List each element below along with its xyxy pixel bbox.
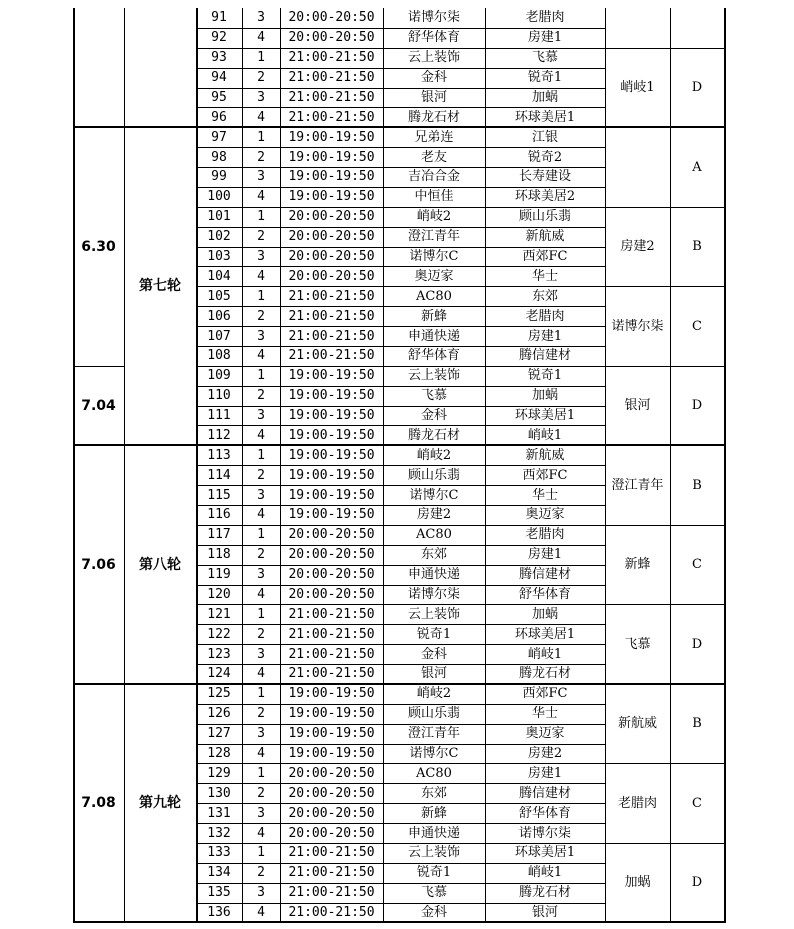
match-number: 122 — [207, 626, 231, 642]
duty-team: 老腊肉 — [617, 795, 657, 811]
match-time: 21:00-21:50 — [288, 865, 375, 881]
away-team: 腾信建材 — [518, 785, 571, 801]
home-team: 舒华体育 — [407, 348, 460, 364]
match-time: 21:00-21:50 — [288, 50, 375, 66]
group-label: D — [691, 398, 703, 414]
court-number: 2 — [257, 547, 265, 563]
group-label: C — [692, 318, 702, 334]
match-number: 105 — [207, 288, 231, 304]
match-time: 19:00-19:50 — [288, 368, 375, 384]
duty-team: 房建2 — [620, 239, 655, 255]
match-number: 101 — [207, 209, 231, 225]
away-team: 西郊FC — [522, 686, 568, 702]
court-number: 4 — [257, 30, 265, 46]
match-time: 20:00-20:50 — [288, 527, 375, 543]
match-time: 21:00-21:50 — [288, 905, 375, 921]
away-team: 长寿建设 — [518, 169, 571, 185]
match-time: 19:00-19:50 — [288, 467, 375, 483]
match-time: 19:00-19:50 — [288, 149, 375, 165]
match-number: 118 — [207, 547, 231, 563]
away-team: 加蜗 — [531, 388, 558, 404]
match-time: 19:00-19:50 — [288, 189, 375, 205]
home-team: 澄江青年 — [407, 726, 460, 742]
away-team: 江银 — [531, 129, 558, 145]
home-team: 峭岐2 — [416, 447, 452, 463]
match-number: 124 — [207, 666, 231, 682]
match-number: 132 — [207, 825, 231, 841]
group-label: B — [692, 716, 702, 732]
court-number: 4 — [257, 905, 265, 921]
match-number: 99 — [211, 169, 227, 185]
court-number: 4 — [257, 507, 265, 523]
home-team: 吉冶合金 — [407, 169, 460, 185]
match-number: 131 — [207, 805, 231, 821]
match-number: 110 — [207, 388, 231, 404]
match-number: 128 — [207, 745, 231, 761]
match-time: 21:00-21:50 — [288, 288, 375, 304]
home-team: 金科 — [420, 646, 447, 662]
away-team: 顾山乐翡 — [518, 209, 571, 225]
court-number: 3 — [257, 487, 265, 503]
match-number: 115 — [207, 487, 231, 503]
court-number: 2 — [257, 388, 265, 404]
court-number: 4 — [257, 427, 265, 443]
home-team: 新蜂 — [420, 308, 447, 324]
away-team: 诺博尔柒 — [518, 825, 571, 841]
home-team: 诺博尔C — [409, 487, 459, 503]
match-number: 113 — [207, 447, 231, 463]
match-number: 109 — [207, 368, 231, 384]
home-team: 云上装饰 — [407, 606, 460, 622]
duty-team: 银河 — [624, 398, 651, 414]
group-label: C — [692, 557, 702, 573]
match-number: 93 — [211, 50, 227, 66]
round-label — [124, 8, 196, 127]
away-team: 华士 — [531, 487, 558, 503]
match-number: 116 — [207, 507, 231, 523]
home-team: AC80 — [416, 765, 452, 781]
away-team: 环球美居1 — [514, 626, 576, 642]
away-team: 环球美居1 — [514, 109, 576, 125]
match-time: 19:00-19:50 — [288, 507, 375, 523]
match-number: 123 — [207, 646, 231, 662]
match-number: 126 — [207, 706, 231, 722]
away-team: 锐奇2 — [527, 149, 563, 165]
match-time: 20:00-20:50 — [288, 567, 375, 583]
home-team: 飞慕 — [420, 388, 447, 404]
match-time: 20:00-20:50 — [288, 547, 375, 563]
match-number: 119 — [207, 567, 231, 583]
match-number: 106 — [207, 308, 231, 324]
away-team: 新航威 — [525, 229, 565, 245]
home-team: 云上装饰 — [407, 50, 460, 66]
match-number: 117 — [207, 527, 231, 543]
match-time: 20:00-20:50 — [288, 825, 375, 841]
match-number: 108 — [207, 348, 231, 364]
court-number: 2 — [257, 70, 265, 86]
group-label: A — [692, 159, 702, 175]
home-team: 舒华体育 — [407, 30, 460, 46]
match-number: 95 — [211, 89, 227, 105]
court-number: 1 — [257, 447, 265, 463]
match-number: 98 — [211, 149, 227, 165]
group-label: D — [691, 636, 703, 652]
match-number: 91 — [211, 10, 227, 26]
match-time: 19:00-19:50 — [288, 487, 375, 503]
group-label: B — [692, 239, 702, 255]
match-time: 21:00-21:50 — [288, 666, 375, 682]
match-number: 111 — [207, 408, 231, 424]
court-number: 2 — [257, 785, 265, 801]
match-time: 19:00-19:50 — [288, 686, 375, 702]
court-number: 2 — [257, 865, 265, 881]
home-team: 峭岐2 — [416, 209, 452, 225]
court-number: 4 — [257, 586, 265, 602]
home-team: 顾山乐翡 — [407, 467, 460, 483]
match-time: 21:00-21:50 — [288, 328, 375, 344]
home-team: 腾龙石材 — [407, 427, 460, 443]
match-time: 21:00-21:50 — [288, 89, 375, 105]
court-number: 3 — [257, 567, 265, 583]
home-team: 金科 — [420, 408, 447, 424]
match-time: 21:00-21:50 — [288, 70, 375, 86]
court-number: 3 — [257, 10, 265, 26]
away-team: 锐奇1 — [527, 368, 563, 384]
duty-team: 加蜗 — [624, 875, 651, 891]
home-team: 东郊 — [420, 547, 447, 563]
away-team: 奥迈家 — [525, 507, 565, 523]
away-team: 老腊肉 — [525, 527, 565, 543]
away-team: 华士 — [531, 706, 558, 722]
home-team: 诺博尔柒 — [407, 10, 460, 26]
match-time: 20:00-20:50 — [288, 268, 375, 284]
duty-team — [605, 127, 670, 207]
away-team: 奥迈家 — [525, 726, 565, 742]
match-time: 19:00-19:50 — [288, 726, 375, 742]
match-time: 21:00-21:50 — [288, 646, 375, 662]
match-number: 100 — [207, 189, 231, 205]
match-number: 133 — [207, 845, 231, 861]
home-team: 东郊 — [420, 785, 447, 801]
away-team: 东郊 — [531, 288, 558, 304]
match-time: 19:00-19:50 — [288, 706, 375, 722]
home-team: 金科 — [420, 70, 447, 86]
away-team: 新航威 — [525, 447, 565, 463]
duty-team: 新航威 — [617, 716, 657, 732]
match-number: 127 — [207, 726, 231, 742]
match-number: 96 — [211, 109, 227, 125]
court-number: 1 — [257, 209, 265, 225]
away-team: 腾龙石材 — [518, 885, 571, 901]
duty-team: 峭岐1 — [620, 80, 655, 95]
court-number: 1 — [257, 129, 265, 145]
match-time: 19:00-19:50 — [288, 745, 375, 761]
home-team: 兄弟连 — [414, 129, 454, 145]
court-number: 4 — [257, 666, 265, 682]
match-time: 21:00-21:50 — [288, 845, 375, 861]
court-number: 2 — [257, 706, 265, 722]
home-team: 诺博尔C — [409, 745, 459, 761]
away-team: 峭岐1 — [527, 427, 563, 443]
duty-team — [605, 8, 670, 48]
away-team: 腾信建材 — [518, 567, 571, 583]
round-label: 第七轮 — [139, 278, 181, 295]
home-team: 老友 — [420, 149, 447, 165]
match-number: 125 — [207, 686, 231, 702]
match-time: 19:00-19:50 — [288, 447, 375, 463]
home-team: 锐奇1 — [416, 865, 452, 881]
match-number: 121 — [207, 606, 231, 622]
match-date — [73, 8, 124, 127]
match-number: 129 — [207, 765, 231, 781]
away-team: 环球美居1 — [514, 408, 576, 424]
match-time: 21:00-21:50 — [288, 308, 375, 324]
home-team: 申通快递 — [407, 328, 460, 344]
away-team: 房建2 — [527, 745, 563, 761]
court-number: 1 — [257, 50, 265, 66]
court-number: 4 — [257, 348, 265, 364]
match-number: 120 — [207, 586, 231, 602]
duty-team: 飞慕 — [624, 636, 651, 652]
match-time: 19:00-19:50 — [288, 169, 375, 185]
court-number: 2 — [257, 467, 265, 483]
match-number: 102 — [207, 229, 231, 245]
match-time: 21:00-21:50 — [288, 606, 375, 622]
group-label: D — [691, 875, 703, 891]
home-team: 申通快递 — [407, 567, 460, 583]
away-team: 房建1 — [527, 765, 563, 781]
home-team: 金科 — [420, 905, 447, 921]
court-number: 4 — [257, 268, 265, 284]
home-team: 云上装饰 — [407, 845, 460, 861]
match-number: 130 — [207, 785, 231, 801]
court-number: 1 — [257, 288, 265, 304]
match-time: 21:00-21:50 — [288, 109, 375, 125]
court-number: 3 — [257, 169, 265, 185]
duty-team: 澄江青年 — [611, 477, 664, 493]
away-team: 银河 — [531, 905, 558, 921]
court-number: 2 — [257, 229, 265, 245]
match-date: 6.30 — [81, 238, 116, 255]
away-team: 峭岐1 — [527, 865, 563, 881]
home-team: 银河 — [420, 89, 447, 105]
court-number: 1 — [257, 527, 265, 543]
home-team: 房建2 — [416, 507, 452, 523]
home-team: 云上装饰 — [407, 368, 460, 384]
group-label: D — [691, 80, 703, 95]
match-number: 136 — [207, 905, 231, 921]
column-divider — [724, 8, 726, 922]
match-time: 21:00-21:50 — [288, 885, 375, 901]
home-team: 申通快递 — [407, 825, 460, 841]
home-team: AC80 — [416, 288, 452, 304]
home-team: AC80 — [416, 527, 452, 543]
court-number: 3 — [257, 248, 265, 264]
away-team: 舒华体育 — [518, 586, 571, 602]
home-team: 新蜂 — [420, 805, 447, 821]
match-date: 7.04 — [81, 397, 116, 414]
court-number: 1 — [257, 686, 265, 702]
group-label: B — [692, 477, 702, 493]
away-team: 老腊肉 — [525, 10, 565, 26]
match-time: 21:00-21:50 — [288, 348, 375, 364]
match-number: 112 — [207, 427, 231, 443]
home-team: 腾龙石材 — [407, 109, 460, 125]
home-team: 峭岐2 — [416, 686, 452, 702]
match-number: 114 — [207, 467, 231, 483]
court-number: 1 — [257, 606, 265, 622]
match-time: 20:00-20:50 — [288, 805, 375, 821]
match-time: 20:00-20:50 — [288, 229, 375, 245]
home-team: 中恒佳 — [414, 189, 454, 205]
match-time: 19:00-19:50 — [288, 408, 375, 424]
court-number: 1 — [257, 845, 265, 861]
home-team: 锐奇1 — [416, 626, 452, 642]
match-number: 135 — [207, 885, 231, 901]
match-time: 21:00-21:50 — [288, 626, 375, 642]
duty-team: 新蜂 — [624, 557, 651, 573]
match-number: 134 — [207, 865, 231, 881]
match-time: 20:00-20:50 — [288, 765, 375, 781]
away-team: 房建1 — [527, 547, 563, 563]
court-number: 3 — [257, 805, 265, 821]
court-number: 2 — [257, 149, 265, 165]
court-number: 4 — [257, 745, 265, 761]
match-time: 20:00-20:50 — [288, 10, 375, 26]
home-team: 顾山乐翡 — [407, 706, 460, 722]
court-number: 3 — [257, 89, 265, 105]
away-team: 加蜗 — [531, 89, 558, 105]
round-label: 第八轮 — [139, 556, 181, 573]
home-team: 诺博尔柒 — [407, 586, 460, 602]
match-time: 20:00-20:50 — [288, 30, 375, 46]
away-team: 锐奇1 — [527, 70, 563, 86]
court-number: 3 — [257, 408, 265, 424]
away-team: 房建1 — [527, 328, 563, 344]
match-number: 103 — [207, 248, 231, 264]
round-label: 第九轮 — [139, 795, 181, 812]
away-team: 西郊FC — [522, 248, 568, 264]
away-team: 老腊肉 — [525, 308, 565, 324]
match-date: 7.06 — [81, 556, 116, 573]
home-team: 银河 — [420, 666, 447, 682]
away-team: 腾龙石材 — [518, 666, 571, 682]
court-number: 1 — [257, 765, 265, 781]
home-team: 澄江青年 — [407, 229, 460, 245]
away-team: 峭岐1 — [527, 646, 563, 662]
away-team: 飞慕 — [531, 50, 558, 66]
match-time: 19:00-19:50 — [288, 388, 375, 404]
court-number: 3 — [257, 328, 265, 344]
match-time: 20:00-20:50 — [288, 586, 375, 602]
away-team: 加蜗 — [531, 606, 558, 622]
court-number: 3 — [257, 885, 265, 901]
court-number: 4 — [257, 189, 265, 205]
match-time: 19:00-19:50 — [288, 129, 375, 145]
away-team: 腾信建材 — [518, 348, 571, 364]
away-team: 西郊FC — [522, 467, 568, 483]
match-number: 94 — [211, 70, 227, 86]
court-number: 3 — [257, 646, 265, 662]
match-time: 20:00-20:50 — [288, 785, 375, 801]
court-number: 4 — [257, 109, 265, 125]
match-time: 20:00-20:50 — [288, 209, 375, 225]
away-team: 环球美居2 — [514, 189, 576, 205]
group-label: C — [692, 795, 702, 811]
match-number: 92 — [211, 30, 227, 46]
home-team: 飞慕 — [420, 885, 447, 901]
court-number: 1 — [257, 368, 265, 384]
away-team: 华士 — [531, 268, 558, 284]
court-number: 2 — [257, 308, 265, 324]
away-team: 舒华体育 — [518, 805, 571, 821]
match-number: 107 — [207, 328, 231, 344]
match-time: 19:00-19:50 — [288, 427, 375, 443]
group-label — [670, 8, 724, 48]
away-team: 环球美居1 — [514, 845, 576, 861]
home-team: 诺博尔C — [409, 248, 459, 264]
match-number: 104 — [207, 268, 231, 284]
match-time: 20:00-20:50 — [288, 248, 375, 264]
away-team: 房建1 — [527, 30, 563, 46]
match-number: 97 — [211, 129, 227, 145]
court-number: 3 — [257, 726, 265, 742]
court-number: 2 — [257, 626, 265, 642]
court-number: 4 — [257, 825, 265, 841]
match-date: 7.08 — [81, 795, 116, 812]
duty-team: 诺博尔柒 — [611, 318, 664, 334]
home-team: 奥迈家 — [414, 268, 454, 284]
